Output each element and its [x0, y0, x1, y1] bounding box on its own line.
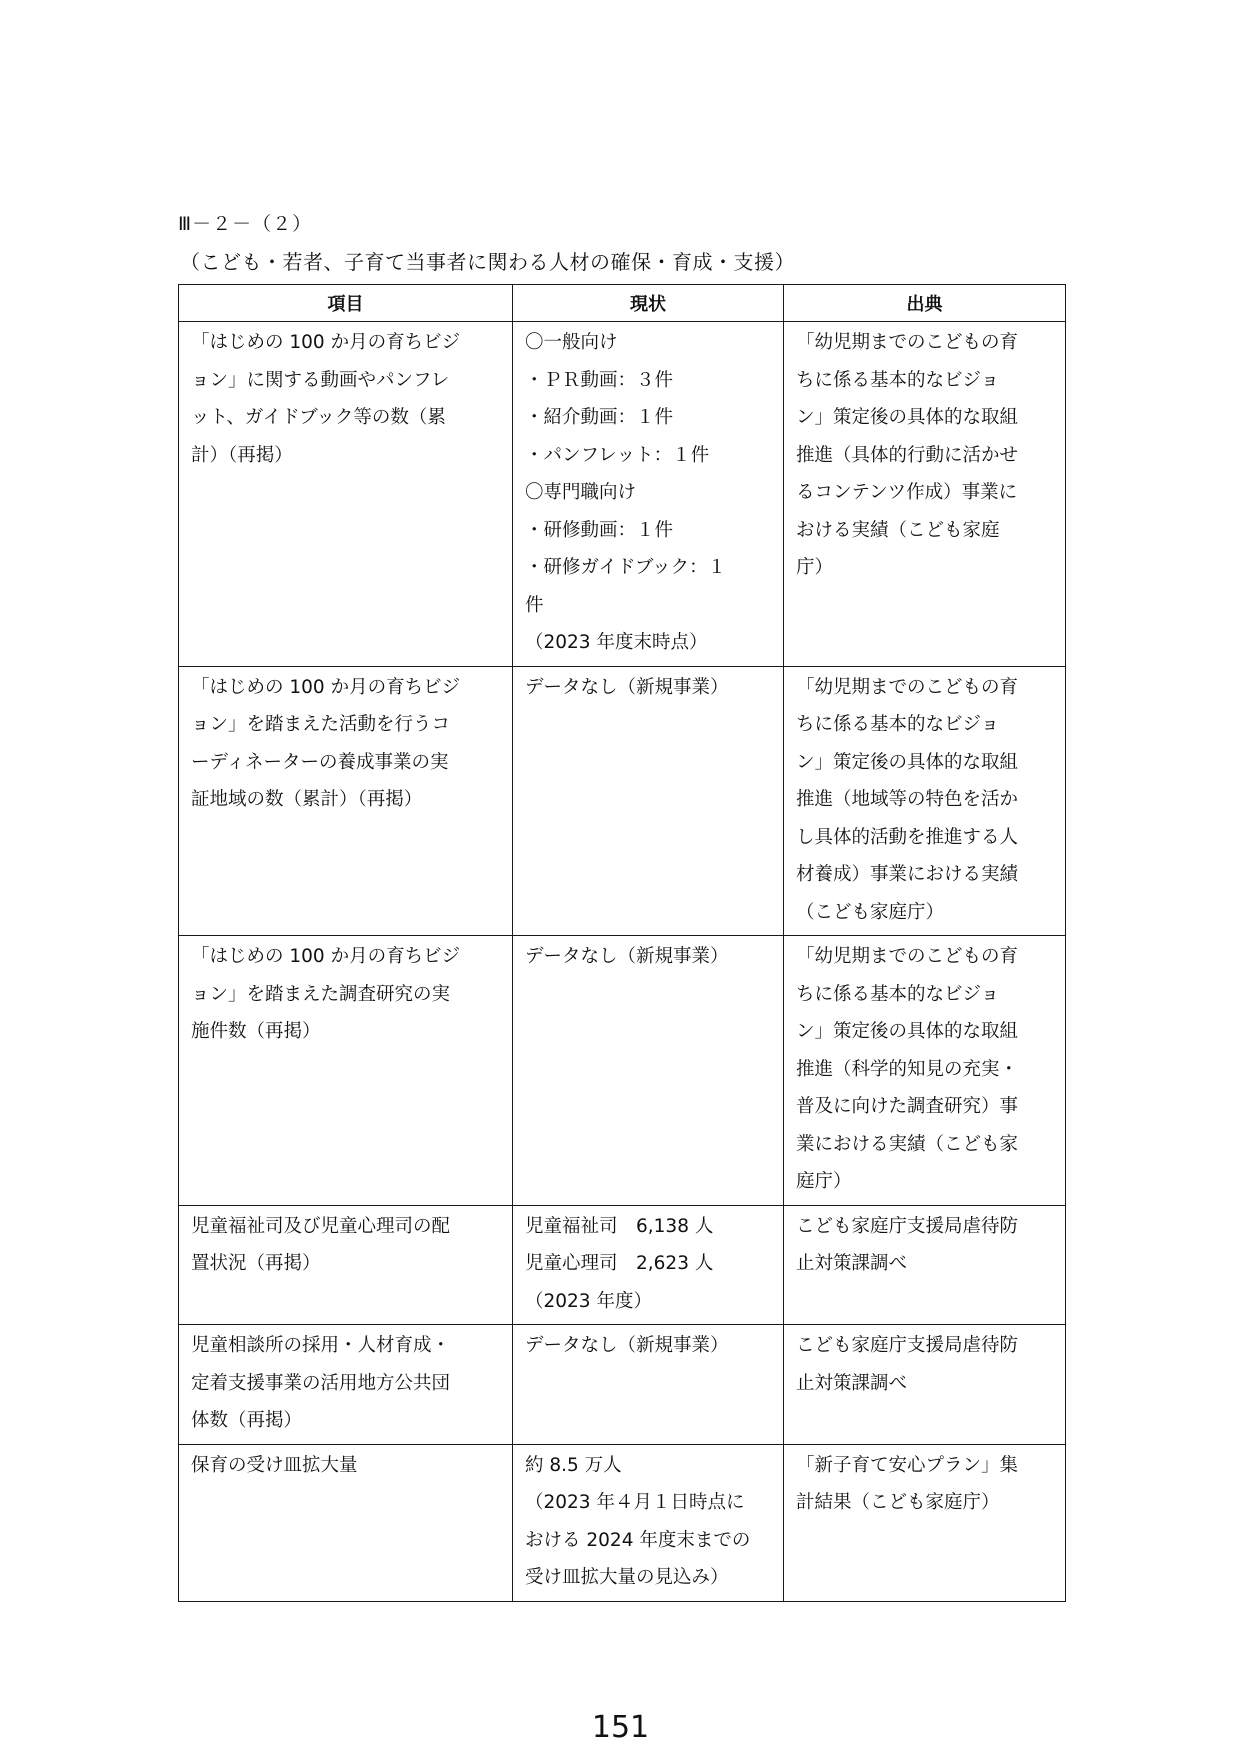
cell-source-line: 止対策課調べ [796, 1372, 908, 1394]
cell-source-line: ちに係る基本的なビジョ [796, 983, 1000, 1005]
cell-source-line: 庭庁） [796, 1171, 852, 1192]
cell-source [784, 666, 1066, 936]
cell-status-line: ・パンフレット：１件 [525, 444, 710, 466]
table-body [179, 322, 1066, 1602]
cell-source-line: ン」策定後の具体的な取組 [796, 751, 1019, 773]
table-row [179, 1325, 1066, 1445]
cell-item-line: ョン」を踏まえた活動を行うコ [191, 714, 451, 735]
cell-item-line: 「はじめの 100 か月の育ちビジ [191, 332, 461, 353]
cell-item-line: 児童相談所の採用・人材育成・ [191, 1335, 451, 1356]
cell-source-line: 推進（具体的行動に活かせ [796, 444, 1019, 466]
cell-source-line: おける実績（こども家庭 [796, 519, 1000, 541]
cell-status-line: 件 [525, 594, 544, 616]
table-row [179, 936, 1066, 1206]
cell-source-line: 業における実績（こども家 [796, 1133, 1019, 1155]
header-status: 現状 [513, 285, 784, 322]
cell-source-line: ン」策定後の具体的な取組 [796, 407, 1019, 428]
cell-source-line: 庁） [796, 557, 834, 578]
cell-source-line: 「幼児期までのこどもの育 [796, 332, 1019, 353]
section-number: Ⅲ－２－（２） [178, 213, 313, 235]
cell-source-line: 止対策課調べ [796, 1253, 908, 1274]
cell-source [784, 1325, 1066, 1445]
cell-item-line: 「はじめの 100 か月の育ちビジ [191, 676, 461, 698]
cell-status-line: （2023 年４月１日時点に [525, 1492, 745, 1513]
cell-status [513, 1444, 784, 1601]
cell-status-line: 約 8.5 万人 [525, 1454, 622, 1476]
cell-item-line: ーディネーターの養成事業の実 [191, 751, 449, 773]
cell-status-line: （2023 年度末時点） [525, 632, 708, 653]
cell-source-line: 「幼児期までのこどもの育 [796, 676, 1019, 698]
cell-item-line: 証地域の数（累計）（再掲） [191, 789, 423, 810]
cell-item [179, 936, 513, 1206]
cell-status-line: 〇一般向け [525, 332, 618, 353]
cell-source-line: るコンテンツ作成）事業に [796, 482, 1018, 503]
cell-source-line: 推進（科学的知見の充実・ [796, 1058, 1019, 1080]
cell-item-line: 置状況（再掲） [191, 1253, 321, 1274]
header-item: 項目 [179, 285, 513, 322]
cell-status-line: （2023 年度） [525, 1290, 652, 1312]
cell-source [784, 1444, 1066, 1601]
cell-status-line: ・研修動画：１件 [525, 519, 674, 541]
indicator-table [178, 284, 1066, 1602]
cell-status-line: データなし（新規事業） [525, 1335, 729, 1356]
cell-source-line: 普及に向けた調査研究）事 [796, 1096, 1019, 1117]
cell-item [179, 1325, 513, 1445]
cell-source-line: 「新子育て安心プラン」集 [796, 1454, 1019, 1476]
cell-item-line: 計）（再掲） [191, 444, 293, 466]
cell-status-line: ・紹介動画：１件 [525, 407, 674, 428]
cell-source-line: 「幼児期までのこどもの育 [796, 946, 1019, 967]
cell-source [784, 1205, 1066, 1325]
table-row [179, 1444, 1066, 1601]
cell-status-line: 児童心理司 2,623 人 [525, 1253, 714, 1274]
table-header-row [179, 285, 1066, 322]
cell-item [179, 666, 513, 936]
cell-item [179, 322, 513, 667]
cell-status [513, 1325, 784, 1445]
cell-status [513, 1205, 784, 1325]
cell-item-line: ット、ガイドブック等の数（累 [191, 407, 446, 428]
table-row [179, 1205, 1066, 1325]
cell-source-line: （こども家庭庁） [796, 901, 945, 923]
cell-source [784, 936, 1066, 1206]
cell-status-line: ・ＰＲ動画：３件 [525, 369, 674, 391]
cell-status [513, 322, 784, 667]
cell-item [179, 1205, 513, 1325]
cell-status-line: データなし（新規事業） [525, 946, 729, 967]
cell-item-line: 定着支援事業の活用地方公共団 [191, 1372, 451, 1394]
cell-source-line: 計結果（こども家庭庁） [796, 1492, 1000, 1513]
cell-status-line: データなし（新規事業） [525, 676, 729, 698]
cell-source-line: こども家庭庁支援局虐待防 [796, 1215, 1019, 1237]
cell-source-line: し具体的活動を推進する人 [796, 826, 1019, 848]
cell-status-line: おける 2024 年度末までの [525, 1529, 751, 1551]
cell-item-line: 体数（再掲） [191, 1410, 303, 1431]
cell-item-line: ョン」を踏まえた調査研究の実 [191, 983, 451, 1005]
cell-item [179, 1444, 513, 1601]
table-row [179, 666, 1066, 936]
header-source: 出典 [784, 285, 1066, 322]
cell-source-line: ちに係る基本的なビジョ [796, 714, 1000, 735]
cell-source-line: 材養成）事業における実績 [796, 864, 1019, 885]
cell-status-line: 受け皿拡大量の見込み） [525, 1567, 729, 1588]
cell-source-line: 推進（地域等の特色を活か [796, 789, 1019, 810]
cell-item-line: 施件数（再掲） [191, 1021, 321, 1042]
table-row [179, 322, 1066, 667]
cell-item-line: ョン」に関する動画やパンフレ [191, 369, 450, 391]
cell-status [513, 666, 784, 936]
cell-item-line: 保育の受け皿拡大量 [191, 1454, 358, 1476]
cell-status-line: 児童福祉司 6,138 人 [525, 1215, 714, 1237]
page-number: 151 [591, 1710, 650, 1745]
cell-source-line: こども家庭庁支援局虐待防 [796, 1335, 1019, 1356]
cell-status-line: ・研修ガイドブック：１ [525, 557, 727, 578]
cell-item-line: 「はじめの 100 か月の育ちビジ [191, 946, 461, 967]
cell-status-line: 〇専門職向け [525, 482, 637, 503]
cell-source [784, 322, 1066, 667]
cell-source-line: ちに係る基本的なビジョ [796, 369, 1000, 391]
section-title: （こども・若者、子育て当事者に関わる人材の確保・育成・支援） [180, 250, 795, 274]
cell-source-line: ン」策定後の具体的な取組 [796, 1021, 1019, 1042]
cell-status [513, 936, 784, 1206]
cell-item-line: 児童福祉司及び児童心理司の配 [191, 1215, 451, 1237]
